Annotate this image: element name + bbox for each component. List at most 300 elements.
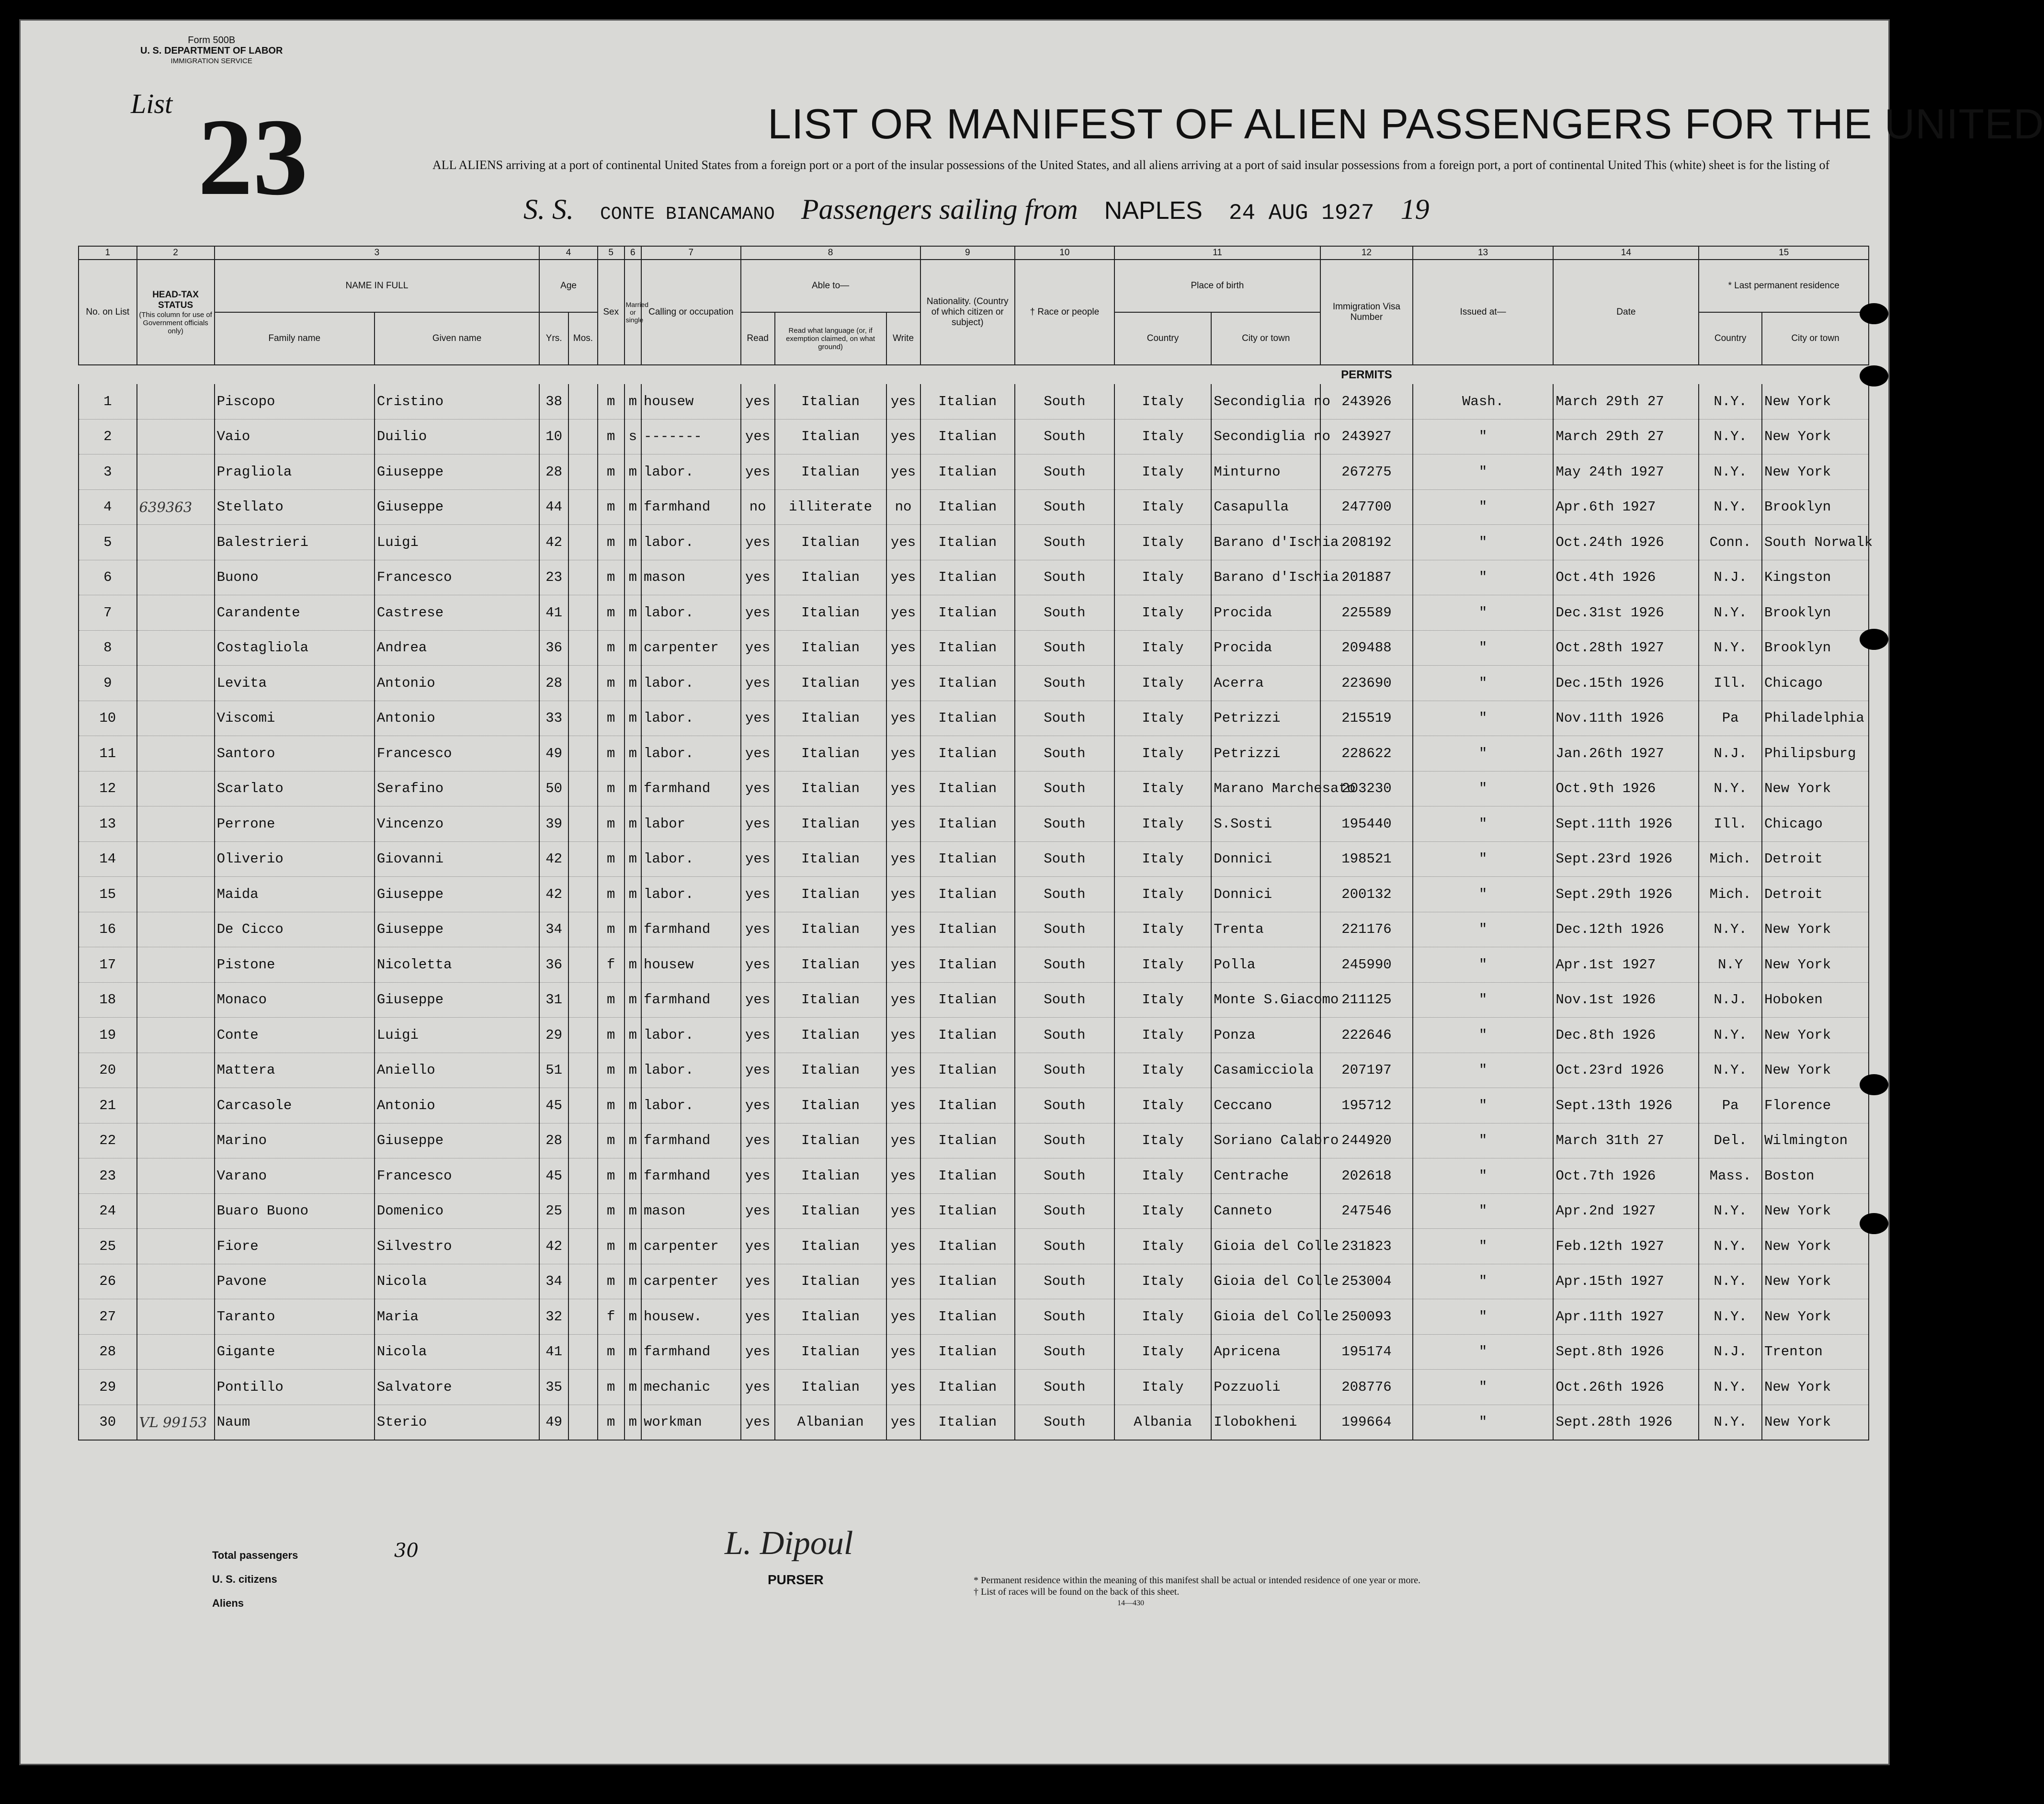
occupation: labor. — [641, 1018, 741, 1053]
residence-country: N.Y. — [1699, 630, 1762, 666]
issued-at: " — [1413, 595, 1554, 631]
residence-city: New York — [1762, 1053, 1869, 1088]
can-read: yes — [741, 595, 775, 631]
family-name: Viscomi — [215, 701, 375, 736]
sex: m — [598, 419, 625, 454]
race: South — [1015, 1229, 1114, 1264]
residence-country: N.J. — [1699, 1334, 1762, 1370]
row-number: 28 — [79, 1334, 137, 1370]
age-years: 28 — [539, 454, 568, 490]
passenger-row — [79, 1053, 1869, 1088]
nationality: Italian — [920, 560, 1015, 595]
marital-status: m — [625, 1053, 641, 1088]
birth-city: Apricena — [1211, 1334, 1320, 1370]
given-name: Luigi — [375, 1018, 539, 1053]
row-number: 20 — [79, 1053, 137, 1088]
birth-country: Italy — [1114, 982, 1212, 1018]
residence-country: N.Y. — [1699, 1370, 1762, 1405]
passenger-row — [79, 947, 1869, 983]
nationality: Italian — [920, 771, 1015, 806]
race: South — [1015, 1264, 1114, 1299]
header-res-country: Country — [1699, 312, 1762, 365]
residence-country: N.Y. — [1699, 912, 1762, 947]
occupation: farmhand — [641, 1334, 741, 1370]
visa-date: Oct.23rd 1926 — [1553, 1053, 1699, 1088]
age-years: 42 — [539, 877, 568, 912]
given-name: Antonio — [375, 666, 539, 701]
marital-status: m — [625, 1405, 641, 1440]
family-name: Varano — [215, 1158, 375, 1194]
occupation: labor. — [641, 841, 741, 877]
family-name: Buaro Buono — [215, 1193, 375, 1229]
birth-country: Italy — [1114, 947, 1212, 983]
birth-country: Italy — [1114, 912, 1212, 947]
age-years: 23 — [539, 560, 568, 595]
occupation: labor. — [641, 701, 741, 736]
visa-date: March 29th 27 — [1553, 419, 1699, 454]
given-name: Nicola — [375, 1264, 539, 1299]
occupation: labor. — [641, 1088, 741, 1123]
nationality: Italian — [920, 1193, 1015, 1229]
passenger-row — [79, 1405, 1869, 1440]
residence-city: Kingston — [1762, 560, 1869, 595]
age-years: 44 — [539, 489, 568, 525]
issued-at: " — [1413, 419, 1554, 454]
birth-country: Italy — [1114, 877, 1212, 912]
issued-at: " — [1413, 1229, 1554, 1264]
nationality: Italian — [920, 1053, 1015, 1088]
birth-country: Italy — [1114, 1193, 1212, 1229]
residence-country: N.Y. — [1699, 595, 1762, 631]
given-name: Giuseppe — [375, 912, 539, 947]
ship-name: CONTE BIANCAMANO — [600, 204, 775, 225]
race: South — [1015, 1018, 1114, 1053]
can-write: yes — [886, 419, 920, 454]
given-name: Giuseppe — [375, 877, 539, 912]
birth-country: Italy — [1114, 771, 1212, 806]
list-number: 23 — [198, 96, 308, 218]
birth-city: Petrizzi — [1211, 736, 1320, 772]
passenger-row — [79, 841, 1869, 877]
read-language: Albanian — [775, 1405, 886, 1440]
residence-city: South Norwalk — [1762, 525, 1869, 560]
birth-city: Secondiglia no — [1211, 419, 1320, 454]
read-language: Italian — [775, 1158, 886, 1194]
visa-date: Nov.1st 1926 — [1553, 982, 1699, 1018]
residence-country: N.Y. — [1699, 1264, 1762, 1299]
col-num: 9 — [920, 246, 1015, 260]
birth-city: Gioia del Colle — [1211, 1229, 1320, 1264]
nationality: Italian — [920, 877, 1015, 912]
race: South — [1015, 1405, 1114, 1440]
occupation: labor. — [641, 595, 741, 631]
age-months — [568, 1334, 598, 1370]
head-tax-note — [137, 1053, 215, 1088]
visa-date: Sept.13th 1926 — [1553, 1088, 1699, 1123]
issued-at: " — [1413, 841, 1554, 877]
passenger-row — [79, 419, 1869, 454]
birth-country: Italy — [1114, 806, 1212, 842]
family-name: Buono — [215, 560, 375, 595]
can-read: yes — [741, 384, 775, 419]
birth-city: Minturno — [1211, 454, 1320, 490]
race: South — [1015, 1299, 1114, 1335]
nationality: Italian — [920, 982, 1015, 1018]
visa-number: 222646 — [1320, 1018, 1412, 1053]
marital-status: m — [625, 666, 641, 701]
can-write: yes — [886, 912, 920, 947]
issued-at: Wash. — [1413, 384, 1554, 419]
col-num: 10 — [1015, 246, 1114, 260]
total-passengers-label: Total passengers — [212, 1549, 298, 1561]
given-name: Salvatore — [375, 1370, 539, 1405]
passenger-row — [79, 877, 1869, 912]
header-issued-at: Issued at— — [1413, 260, 1554, 365]
read-language: Italian — [775, 1018, 886, 1053]
race: South — [1015, 1158, 1114, 1194]
head-tax-note — [137, 1123, 215, 1158]
visa-date: Apr.15th 1927 — [1553, 1264, 1699, 1299]
can-write: yes — [886, 1158, 920, 1194]
age-years: 49 — [539, 736, 568, 772]
visa-date: Feb.12th 1927 — [1553, 1229, 1699, 1264]
read-language: Italian — [775, 912, 886, 947]
header-race: † Race or people — [1015, 260, 1114, 365]
sex: m — [598, 912, 625, 947]
row-number: 24 — [79, 1193, 137, 1229]
visa-date: Sept.8th 1926 — [1553, 1334, 1699, 1370]
age-months — [568, 771, 598, 806]
residence-city: New York — [1762, 1405, 1869, 1440]
race: South — [1015, 419, 1114, 454]
race: South — [1015, 912, 1114, 947]
age-months — [568, 1158, 598, 1194]
visa-date: Sept.23rd 1926 — [1553, 841, 1699, 877]
header-no-on-list: No. on List — [79, 260, 137, 365]
nationality: Italian — [920, 912, 1015, 947]
header-write: Write — [886, 312, 920, 365]
nationality: Italian — [920, 736, 1015, 772]
can-read: yes — [741, 560, 775, 595]
age-years: 49 — [539, 1405, 568, 1440]
age-months — [568, 701, 598, 736]
header-visa: Immigration Visa Number — [1320, 260, 1412, 365]
read-language: Italian — [775, 595, 886, 631]
read-language: Italian — [775, 947, 886, 983]
sex: m — [598, 489, 625, 525]
can-read: no — [741, 489, 775, 525]
passenger-rows — [79, 384, 1873, 1440]
head-tax-note — [137, 1264, 215, 1299]
occupation: housew — [641, 947, 741, 983]
nationality: Italian — [920, 525, 1015, 560]
sex: f — [598, 1299, 625, 1335]
visa-date: Dec.15th 1926 — [1553, 666, 1699, 701]
passenger-row — [79, 806, 1869, 842]
nationality: Italian — [920, 454, 1015, 490]
issued-at: " — [1413, 1334, 1554, 1370]
race: South — [1015, 630, 1114, 666]
birth-country: Italy — [1114, 701, 1212, 736]
given-name: Andrea — [375, 630, 539, 666]
row-number: 27 — [79, 1299, 137, 1335]
passenger-row — [79, 1264, 1869, 1299]
residence-country: Conn. — [1699, 525, 1762, 560]
visa-number: 225589 — [1320, 595, 1412, 631]
residence-city: New York — [1762, 419, 1869, 454]
read-language: Italian — [775, 525, 886, 560]
marital-status: m — [625, 701, 641, 736]
race: South — [1015, 595, 1114, 631]
can-read: yes — [741, 630, 775, 666]
given-name: Francesco — [375, 560, 539, 595]
birth-city: Petrizzi — [1211, 701, 1320, 736]
binder-hole — [1860, 1074, 1888, 1095]
can-write: no — [886, 489, 920, 525]
can-write: yes — [886, 1088, 920, 1123]
given-name: Castrese — [375, 595, 539, 631]
birth-country: Italy — [1114, 1264, 1212, 1299]
birth-country: Italy — [1114, 560, 1212, 595]
page-subtitle: ALL ALIENS arriving at a port of continental United States from a foreign port or a port of the insular possessions of the United States, and all aliens arriving at a port of said insular possessions from a foreign port, a port of continental United This (white) sheet is for the listing of — [432, 158, 1830, 172]
age-years: 28 — [539, 1123, 568, 1158]
occupation: farmhand — [641, 1123, 741, 1158]
can-write: yes — [886, 630, 920, 666]
age-months — [568, 1053, 598, 1088]
header-calling: Calling or occupation — [641, 260, 741, 365]
residence-country: N.Y. — [1699, 1405, 1762, 1440]
marital-status: m — [625, 489, 641, 525]
given-name: Nicoletta — [375, 947, 539, 983]
row-number: 23 — [79, 1158, 137, 1194]
residence-country: N.Y. — [1699, 454, 1762, 490]
nationality: Italian — [920, 1088, 1015, 1123]
residence-city: Boston — [1762, 1158, 1869, 1194]
column-number-row — [79, 246, 1869, 260]
col-num: 5 — [598, 246, 625, 260]
visa-number: 243927 — [1320, 419, 1412, 454]
sex: m — [598, 1229, 625, 1264]
header-read: Read — [741, 312, 775, 365]
age-years: 32 — [539, 1299, 568, 1335]
family-name: Piscopo — [215, 384, 375, 419]
footnotes — [974, 1575, 1420, 1609]
passenger-row — [79, 666, 1869, 701]
family-name: Marino — [215, 1123, 375, 1158]
col-num: 4 — [539, 246, 598, 260]
residence-city: Brooklyn — [1762, 630, 1869, 666]
read-language: Italian — [775, 806, 886, 842]
row-number: 7 — [79, 595, 137, 631]
age-years: 33 — [539, 701, 568, 736]
birth-country: Italy — [1114, 1123, 1212, 1158]
marital-status: m — [625, 1264, 641, 1299]
passenger-row — [79, 595, 1869, 631]
issued-at: " — [1413, 701, 1554, 736]
can-read: yes — [741, 1370, 775, 1405]
residence-country: N.Y. — [1699, 419, 1762, 454]
can-write: yes — [886, 1405, 920, 1440]
age-years: 29 — [539, 1018, 568, 1053]
race: South — [1015, 525, 1114, 560]
can-write: yes — [886, 1299, 920, 1335]
head-tax-note — [137, 1088, 215, 1123]
marital-status: m — [625, 736, 641, 772]
given-name: Giovanni — [375, 841, 539, 877]
residence-city: New York — [1762, 771, 1869, 806]
age-months — [568, 1299, 598, 1335]
permits-row — [79, 365, 1869, 384]
header-birth-city: City or town — [1211, 312, 1320, 365]
birth-country: Italy — [1114, 666, 1212, 701]
visa-date: Oct.24th 1926 — [1553, 525, 1699, 560]
can-read: yes — [741, 877, 775, 912]
residence-city: Trenton — [1762, 1334, 1869, 1370]
occupation: labor. — [641, 454, 741, 490]
residence-country: Pa — [1699, 701, 1762, 736]
row-number: 26 — [79, 1264, 137, 1299]
sex: m — [598, 1334, 625, 1370]
row-number: 18 — [79, 982, 137, 1018]
age-years: 51 — [539, 1053, 568, 1088]
read-language: Italian — [775, 1229, 886, 1264]
head-tax-note — [137, 1229, 215, 1264]
head-tax-title: HEAD-TAX STATUS — [152, 289, 199, 310]
age-years: 36 — [539, 947, 568, 983]
age-months — [568, 419, 598, 454]
form-code: 14—430 — [1117, 1599, 1144, 1607]
age-months — [568, 1370, 598, 1405]
birth-city: S.Sosti — [1211, 806, 1320, 842]
head-tax-note: 639363 — [137, 489, 215, 525]
issued-at: " — [1413, 560, 1554, 595]
sex: m — [598, 1264, 625, 1299]
binder-hole — [1860, 303, 1888, 324]
visa-number: 243926 — [1320, 384, 1412, 419]
birth-country: Italy — [1114, 1299, 1212, 1335]
sex: m — [598, 1405, 625, 1440]
nationality: Italian — [920, 1264, 1015, 1299]
head-tax-note — [137, 666, 215, 701]
race: South — [1015, 1088, 1114, 1123]
visa-number: 223690 — [1320, 666, 1412, 701]
age-months — [568, 736, 598, 772]
birth-city: Barano d'Ischia — [1211, 560, 1320, 595]
visa-date: Dec.12th 1926 — [1553, 912, 1699, 947]
age-months — [568, 806, 598, 842]
can-read: yes — [741, 1264, 775, 1299]
sex: m — [598, 1053, 625, 1088]
given-name: Vincenzo — [375, 806, 539, 842]
can-read: yes — [741, 701, 775, 736]
issued-at: " — [1413, 771, 1554, 806]
read-language: Italian — [775, 560, 886, 595]
birth-country: Italy — [1114, 595, 1212, 631]
age-months — [568, 1088, 598, 1123]
can-read: yes — [741, 525, 775, 560]
birth-city: Monte S.Giacomo — [1211, 982, 1320, 1018]
binder-hole — [1860, 365, 1888, 386]
family-name: Scarlato — [215, 771, 375, 806]
birth-city: Centrache — [1211, 1158, 1320, 1194]
nationality: Italian — [920, 419, 1015, 454]
purser-signature: L. Dipoul — [725, 1525, 853, 1562]
visa-number: 221176 — [1320, 912, 1412, 947]
sex: m — [598, 1193, 625, 1229]
head-tax-note — [137, 419, 215, 454]
visa-date: Oct.9th 1926 — [1553, 771, 1699, 806]
visa-date: Sept.28th 1926 — [1553, 1405, 1699, 1440]
visa-date: Sept.11th 1926 — [1553, 806, 1699, 842]
sex: m — [598, 877, 625, 912]
row-number: 15 — [79, 877, 137, 912]
binder-hole — [1860, 1213, 1888, 1234]
head-tax-note — [137, 771, 215, 806]
sail-date: 24 AUG 1927 — [1228, 201, 1374, 226]
departure-port: NAPLES — [1104, 197, 1203, 225]
occupation: housew. — [641, 1299, 741, 1335]
header-mos: Mos. — [568, 312, 598, 365]
marital-status: m — [625, 1299, 641, 1335]
age-years: 34 — [539, 1264, 568, 1299]
family-name: Pragliola — [215, 454, 375, 490]
can-read: yes — [741, 1053, 775, 1088]
birth-country: Italy — [1114, 1370, 1212, 1405]
permits-label: PERMITS — [1341, 368, 1392, 381]
read-language: Italian — [775, 666, 886, 701]
issued-at: " — [1413, 912, 1554, 947]
age-years: 45 — [539, 1158, 568, 1194]
family-name: Carcasole — [215, 1088, 375, 1123]
sex: m — [598, 454, 625, 490]
age-years: 39 — [539, 806, 568, 842]
age-years: 35 — [539, 1370, 568, 1405]
age-years: 38 — [539, 384, 568, 419]
birth-city: Ponza — [1211, 1018, 1320, 1053]
issued-at: " — [1413, 454, 1554, 490]
can-write: yes — [886, 525, 920, 560]
footnote-residence: * Permanent residence within the meaning of this manifest shall be actual or intended residence of one year or more. — [974, 1575, 1421, 1586]
col-num: 6 — [625, 246, 641, 260]
header-given-name: Given name — [375, 312, 539, 365]
residence-city: New York — [1762, 1018, 1869, 1053]
age-years: 34 — [539, 912, 568, 947]
read-language: Italian — [775, 841, 886, 877]
family-name: Monaco — [215, 982, 375, 1018]
can-write: yes — [886, 384, 920, 419]
sex: m — [598, 595, 625, 631]
residence-city: New York — [1762, 454, 1869, 490]
marital-status: m — [625, 771, 641, 806]
can-write: yes — [886, 1334, 920, 1370]
given-name: Francesco — [375, 1158, 539, 1194]
visa-date: Oct.4th 1926 — [1553, 560, 1699, 595]
residence-city: Brooklyn — [1762, 489, 1869, 525]
visa-number: 202618 — [1320, 1158, 1412, 1194]
row-number: 21 — [79, 1088, 137, 1123]
page-title: LIST OR MANIFEST OF ALIEN PASSENGERS FOR THE UNITED — [768, 100, 2044, 147]
aliens-label: Aliens — [212, 1597, 244, 1609]
residence-city: New York — [1762, 1264, 1869, 1299]
given-name: Luigi — [375, 525, 539, 560]
visa-date: Jan.26th 1927 — [1553, 736, 1699, 772]
can-read: yes — [741, 1229, 775, 1264]
row-number: 16 — [79, 912, 137, 947]
visa-date: Apr.6th 1927 — [1553, 489, 1699, 525]
occupation: farmhand — [641, 771, 741, 806]
occupation: labor — [641, 806, 741, 842]
marital-status: m — [625, 384, 641, 419]
